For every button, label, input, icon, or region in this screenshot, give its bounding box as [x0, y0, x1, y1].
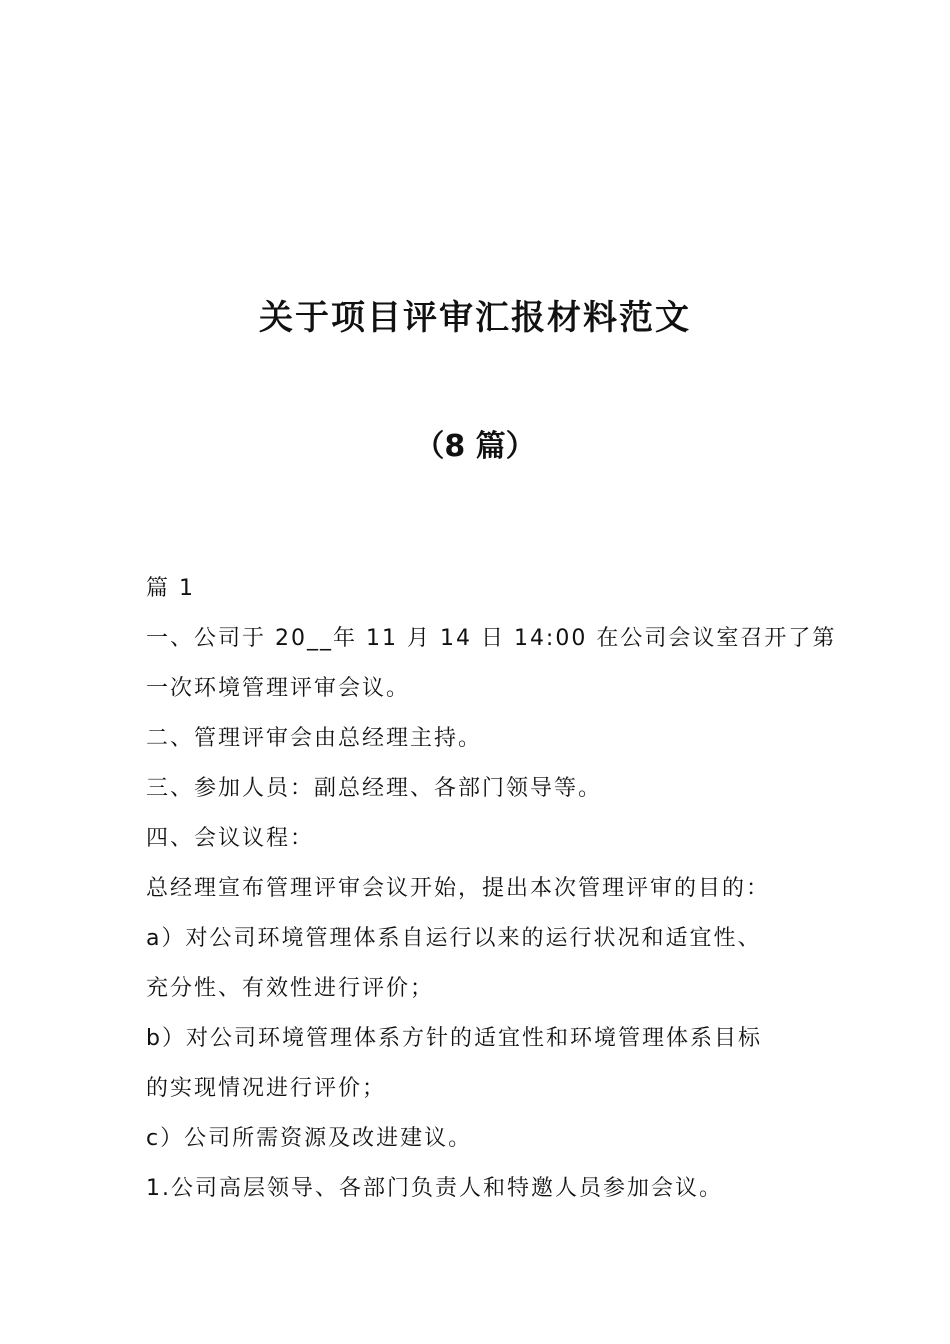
paragraph-line: b）对公司环境管理体系方针的适宜性和环境管理体系目标 — [146, 1026, 762, 1051]
paragraph-line: 1.公司高层领导、各部门负责人和特邀人员参加会议。 — [146, 1176, 723, 1201]
paragraph-line: a）对公司环境管理体系自运行以来的运行状况和适宜性、 — [146, 926, 762, 951]
paragraph-line: 充分性、有效性进行评价； — [146, 976, 435, 1001]
paragraph-line: 一、公司于 20__年 11 月 14 日 14:00 在公司会议室召开了第 — [146, 626, 837, 651]
paragraph-line: c）公司所需资源及改进建议。 — [146, 1126, 473, 1151]
document-subtitle: （8 篇） — [414, 429, 536, 464]
paragraph-line: 四、会议议程： — [146, 826, 315, 851]
section-label: 篇 1 — [146, 576, 195, 601]
document-body — [146, 564, 837, 1214]
paragraph-line: 二、管理评审会由总经理主持。 — [146, 726, 483, 751]
paragraph-line: 三、参加人员：副总经理、各部门领导等。 — [146, 776, 603, 801]
paragraph-line: 的实现情况进行评价； — [146, 1076, 387, 1101]
paragraph-line: 总经理宣布管理评审会议开始，提出本次管理评审的目的： — [146, 876, 771, 901]
document-title: 关于项目评审汇报材料范文 — [259, 298, 691, 338]
paragraph-line: 一次环境管理评审会议。 — [146, 676, 411, 701]
